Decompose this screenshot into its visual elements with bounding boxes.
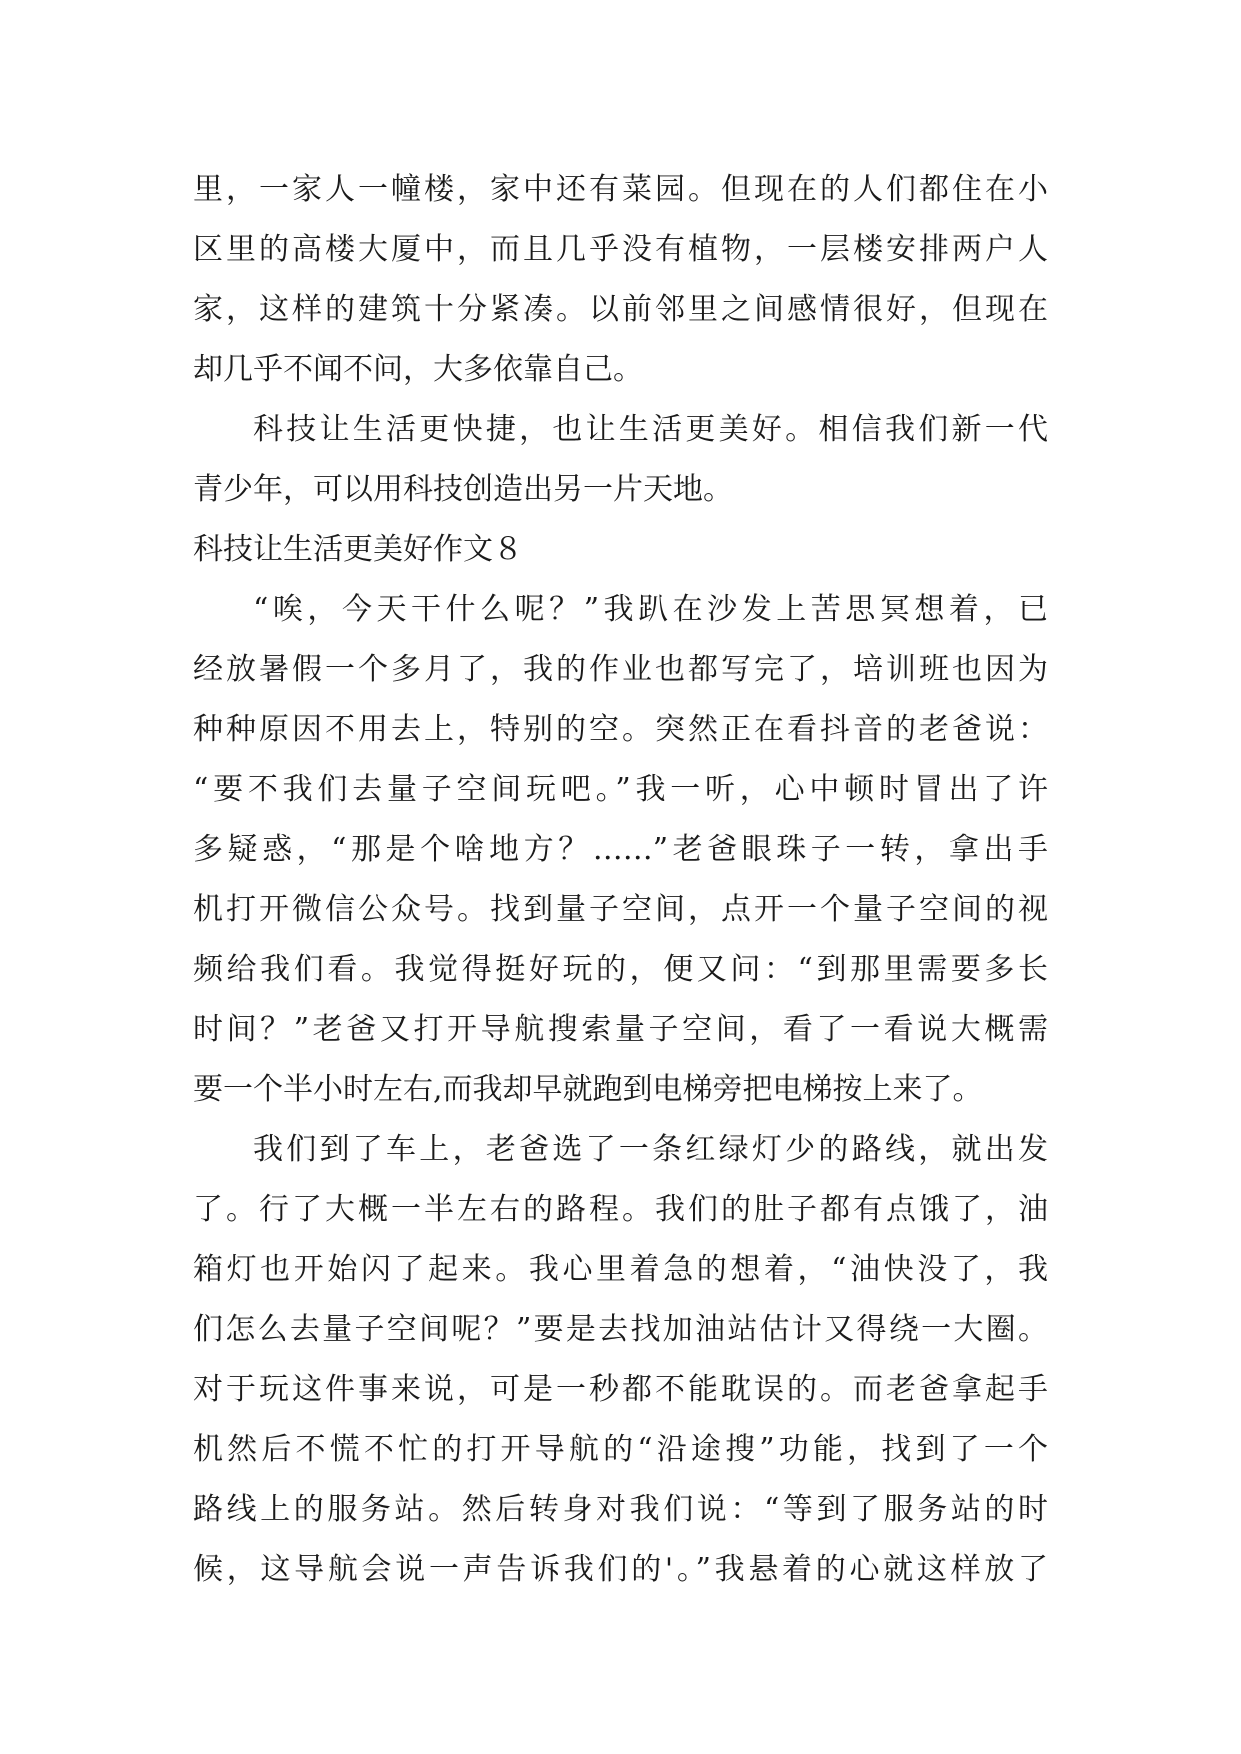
text-line: 箱灯也开始闪了起来。我心里着急的想着，“油快没了，我 (193, 1252, 1048, 1287)
text-line: 里，一家人一幢楼，家中还有菜园。但现在的人们都住在小 (193, 172, 1048, 207)
text-line: 却几乎不闻不问，大多依靠自己。 (193, 352, 643, 387)
text-line: 频给我们看。我觉得挺好玩的，便又问：“到那里需要多长 (193, 952, 1048, 987)
section-heading: 科技让生活更美好作文８ (193, 532, 523, 567)
text-line: 路线上的服务站。然后转身对我们说：“等到了服务站的时 (193, 1492, 1048, 1527)
paragraph (193, 160, 1048, 400)
text-line: “唉，今天干什么呢？”我趴在沙发上苦思冥想着，已 (253, 592, 1048, 627)
text-line: 了。行了大概一半左右的路程。我们的肚子都有点饿了，油 (193, 1192, 1048, 1227)
text-line: 候，这导航会说一声告诉我们的'。”我悬着的心就这样放了 (193, 1552, 1048, 1587)
text-line: 区里的高楼大厦中，而且几乎没有植物，一层楼安排两户人 (193, 232, 1048, 267)
paragraph (193, 400, 1048, 520)
text-line: 我们到了车上，老爸选了一条红绿灯少的路线，就出发 (253, 1132, 1048, 1167)
paragraph (193, 580, 1048, 1120)
text-line: 要一个半小时左右,而我却早就跑到电梯旁把电梯按上来了。 (193, 1072, 983, 1107)
text-line: 多疑惑，“那是个啥地方？……”老爸眼珠子一转，拿出手 (193, 832, 1048, 867)
text-line: 机打开微信公众号。找到量子空间，点开一个量子空间的视 (193, 892, 1048, 927)
text-line: 时间？”老爸又打开导航搜索量子空间，看了一看说大概需 (193, 1012, 1048, 1047)
text-line: 们怎么去量子空间呢？”要是去找加油站估计又得绕一大圈。 (193, 1312, 1048, 1347)
text-line: 种种原因不用去上，特别的空。突然正在看抖音的老爸说： (193, 712, 1048, 747)
text-line: 科技让生活更快捷，也让生活更美好。相信我们新一代 (253, 412, 1048, 447)
text-line: 青少年，可以用科技创造出另一片天地。 (193, 472, 733, 507)
text-line: “要不我们去量子空间玩吧。”我一听，心中顿时冒出了许 (193, 772, 1048, 807)
text-line: 机然后不慌不忙的打开导航的“沿途搜”功能，找到了一个 (193, 1432, 1048, 1467)
text-line: 对于玩这件事来说，可是一秒都不能耽误的。而老爸拿起手 (193, 1372, 1048, 1407)
document-body (193, 160, 1048, 1600)
text-line: 家，这样的建筑十分紧凑。以前邻里之间感情很好，但现在 (193, 292, 1048, 327)
text-line: 经放暑假一个多月了，我的作业也都写完了，培训班也因为 (193, 652, 1048, 687)
paragraph (193, 1120, 1048, 1600)
